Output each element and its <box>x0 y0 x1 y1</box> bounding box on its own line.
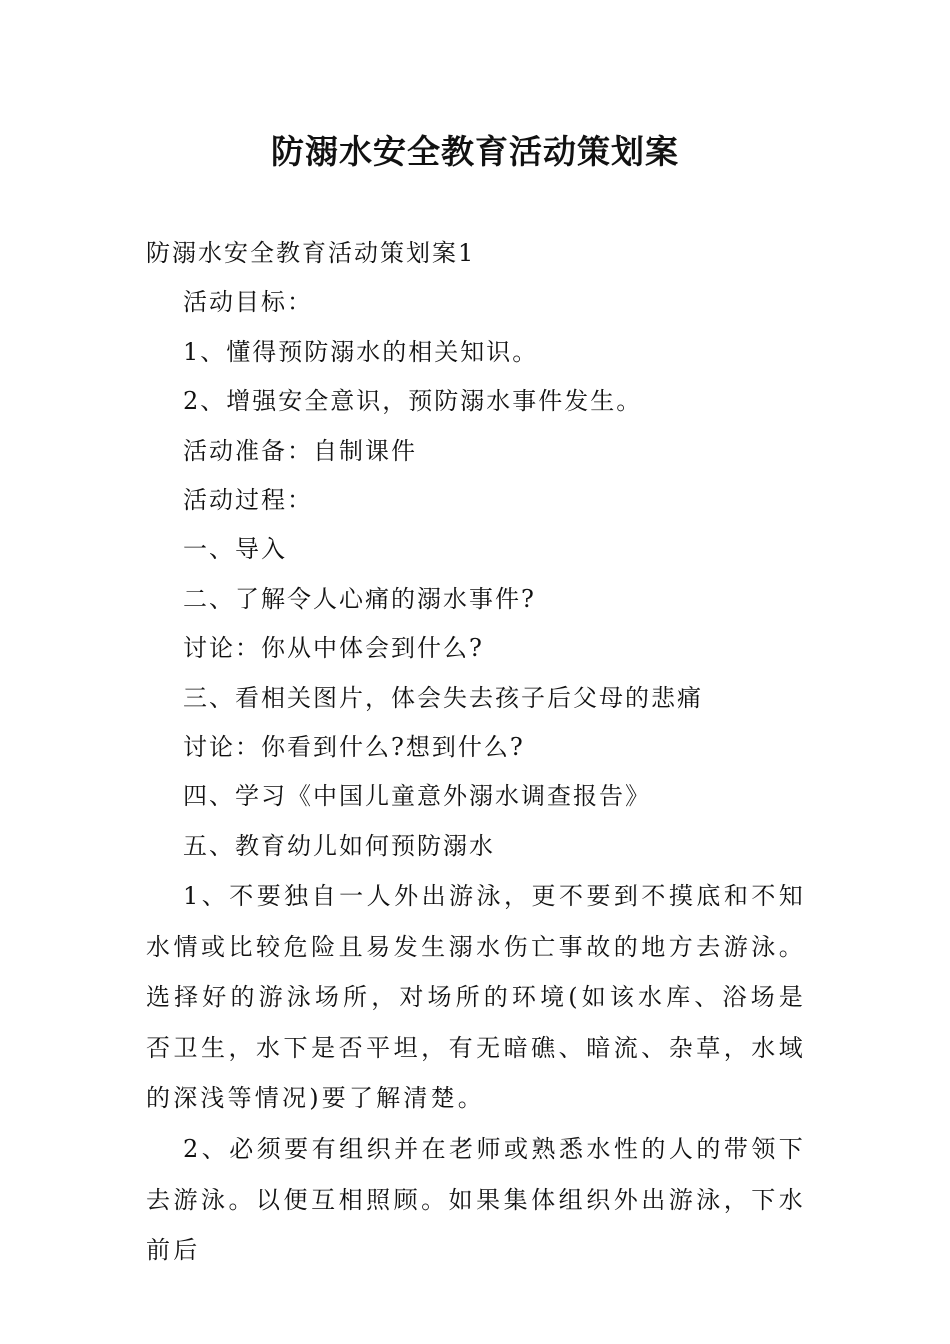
body-paragraph: 1、不要独自一人外出游泳，更不要到不摸底和不知水情或比较危险且易发生溺水伤亡事故的地方去游泳。选择好的游泳场所，对场所的环境(如该水库、浴场是否卫生，水下是否平坦，有无暗礁、暗流、杂草，水域的深浅等情况)要了解清楚。 <box>146 882 806 1113</box>
document-title: 防溺水安全教育活动策划案 <box>271 132 679 171</box>
document-body <box>146 229 806 1276</box>
body-line: 一、导入 <box>183 535 287 564</box>
body-line: 活动准备：自制课件 <box>183 436 417 465</box>
body-line: 二、了解令人心痛的溺水事件? <box>183 584 536 613</box>
body-line: 活动目标： <box>183 288 313 317</box>
section-heading: 防溺水安全教育活动策划案1 <box>146 239 476 267</box>
body-line: 讨论：你从中体会到什么? <box>183 634 484 663</box>
body-line: 活动过程： <box>183 485 313 514</box>
body-line: 1、懂得预防溺水的相关知识。 <box>183 337 539 366</box>
body-line: 讨论：你看到什么?想到什么? <box>183 732 525 761</box>
body-line: 五、教育幼儿如何预防溺水 <box>183 831 495 860</box>
body-line: 三、看相关图片，体会失去孩子后父母的悲痛 <box>183 683 703 712</box>
body-paragraph: 2、必须要有组织并在老师或熟悉水性的人的带领下去游泳。以便互相照顾。如果集体组织外出游泳，下水前后 <box>146 1135 806 1265</box>
body-line: 四、学习《中国儿童意外溺水调查报告》 <box>183 782 651 811</box>
body-line: 2、增强安全意识，预防溺水事件发生。 <box>183 387 643 416</box>
